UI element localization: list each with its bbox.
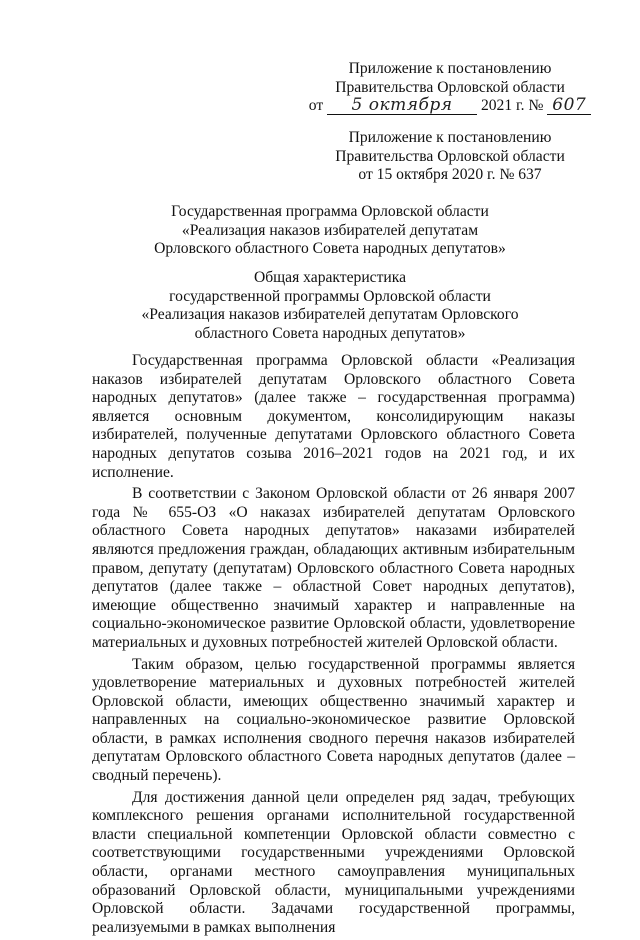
- program-title: [90, 203, 570, 259]
- approval-current-date-line: [300, 97, 600, 116]
- approval-block-current: [300, 60, 600, 116]
- date-blank: [327, 97, 477, 115]
- date-prefix: от: [308, 97, 324, 114]
- body-text: [92, 352, 575, 940]
- approval-previous-line1: Приложение к постановлению: [348, 129, 552, 146]
- approval-previous-line3: от 15 октября 2020 г. № 637: [358, 166, 542, 183]
- paragraph-1: Государственная программа Орловской области «Реализация наказов избирателей депутатам Орловского областного Совета народных депутатов» (далее также – государственная программа) является основным документом, консолидирующим наказы избирателей, полученные депутатами Орловского областного Совета народных депутатов созыва 2016–2021 годов на 2021 год, и их исполнение.: [92, 352, 575, 481]
- number-blank: [547, 97, 591, 115]
- approval-current-line1: Приложение к постановлению: [348, 60, 552, 77]
- handwritten-number: 607: [552, 95, 587, 115]
- section-title: [90, 269, 570, 343]
- program-title-line3: Орловского областного Совета народных депутатов»: [154, 240, 506, 257]
- approval-block-previous: [300, 129, 600, 185]
- section-title-line2: государственной программы Орловской области: [169, 287, 491, 305]
- approval-current-line2: Правительства Орловской области: [335, 78, 565, 96]
- handwritten-date: 5 октября: [351, 95, 453, 115]
- program-title-line1: Государственная программа Орловской области: [171, 203, 489, 220]
- section-title-line4: областного Совета народных депутатов»: [194, 324, 466, 342]
- date-year: 2021 г. №: [480, 97, 544, 114]
- section-title-line1: Общая характеристика: [253, 269, 407, 286]
- approval-previous-line2: Правительства Орловской области: [335, 147, 565, 165]
- program-title-line2: «Реализация наказов избирателей депутатам: [181, 221, 479, 239]
- paragraph-2: В соответствии с Законом Орловской области от 26 января 2007 года № 655-ОЗ «О наказах избирателей депутатам Орловского областного Совета народных депутатов» наказами избирателей являются предложения граждан, обладающих активным избирательным правом, депутату (депутатам) Орловского областного Совета народных депутатов (далее также – областной Совет народных депутатов), имеющие общественно значимый характер и направленные на социально-экономическое развитие Орловской области, удовлетворение материальных и духовных потребностей жителей Орловской области.: [92, 485, 575, 651]
- paragraph-4: Для достижения данной цели определен ряд задач, требующих комплексного решения органами исполнительной государственной власти специальной компетенции Орловской области совместно с соответствующими государственными учреждениями Орловской области, органами местного самоуправления муниципальных образований Орловской области, муниципальными учреждениями Орловской области. Задачами государственной программы, реализуемыми в рамках выполнения: [92, 788, 575, 936]
- paragraph-3: Таким образом, целью государственной программы является удовлетворение материальных и духовных потребностей жителей Орловской области, имеющих общественно значимый характер и направленных на социально-экономическое развитие Орловской области, в рамках исполнения сводного перечня наказов избирателей депутатам Орловского областного Совета народных депутатов (далее – сводный перечень).: [92, 655, 575, 785]
- section-title-line3: «Реализация наказов избирателей депутатам Орловского: [141, 306, 519, 323]
